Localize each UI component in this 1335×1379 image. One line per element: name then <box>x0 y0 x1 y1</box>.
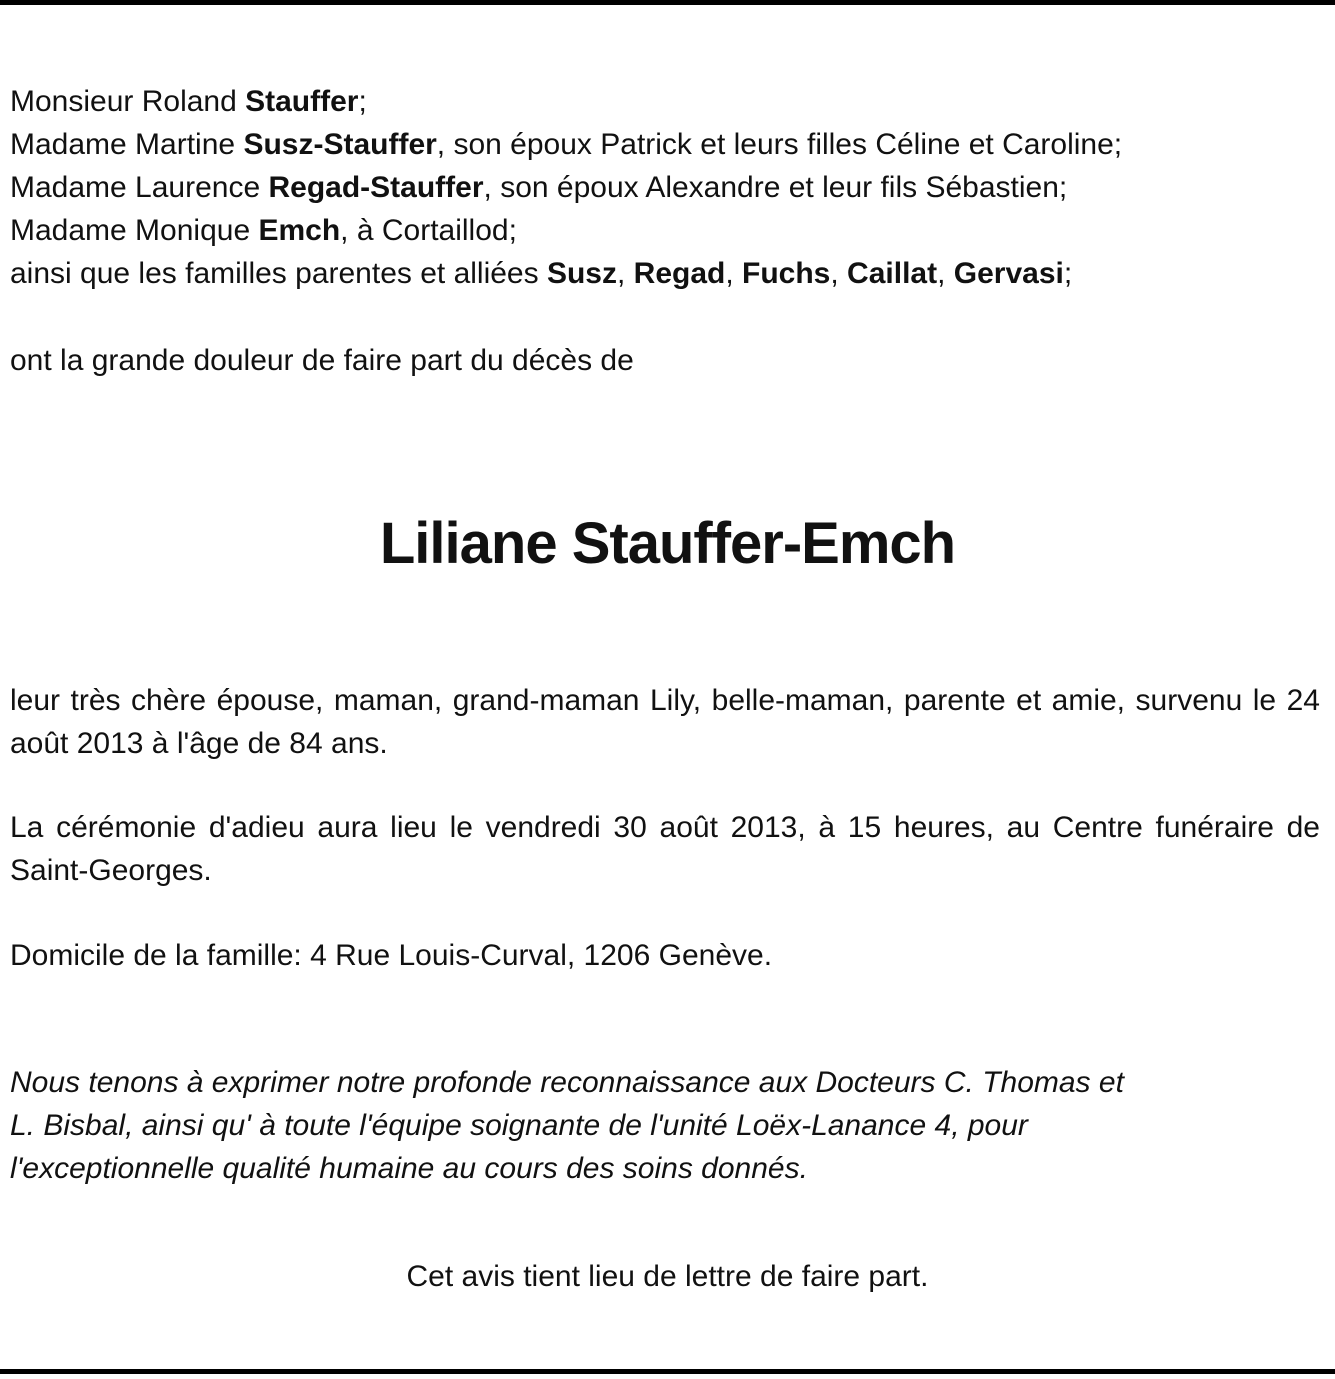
surname: Caillat <box>847 257 938 290</box>
surname: Susz <box>546 257 617 290</box>
thanks-paragraph <box>10 1061 1320 1190</box>
family-line <box>10 209 1320 252</box>
surname: Stauffer <box>245 85 359 118</box>
text: Madame Laurence <box>10 171 269 204</box>
text: , <box>937 257 954 290</box>
paragraph-address: Domicile de la famille: 4 Rue Louis-Curval, 1206 Genève. <box>10 939 773 972</box>
family-line <box>10 166 1320 209</box>
text: Madame Monique <box>10 214 259 247</box>
paragraph-relation: leur très chère épouse, maman, grand-maman Lily, belle-maman, parente et amie, survenu le 24 août 2013 à l'âge de 84 ans. <box>10 684 1320 760</box>
family-line <box>10 252 1320 295</box>
text: Madame Martine <box>10 128 244 161</box>
text: ainsi que les familles parentes et alliées <box>10 257 547 290</box>
thanks-line: L. Bisbal, ainsi qu' à toute l'équipe soignante de l'unité Loëx-Lanance 4, pour <box>10 1109 1028 1142</box>
family-list <box>10 80 1320 295</box>
surname: Regad <box>633 257 726 290</box>
bottom-border <box>0 1369 1335 1374</box>
surname: Gervasi <box>953 257 1064 290</box>
family-line <box>10 80 1320 123</box>
deceased-name: Liliane Stauffer-Emch <box>379 511 956 576</box>
thanks-line: Nous tenons à exprimer notre profonde reconnaissance aux Docteurs C. Thomas et <box>10 1066 1124 1099</box>
surname: Emch <box>258 214 341 247</box>
text: Monsieur Roland <box>10 85 246 118</box>
text: ; <box>358 85 367 118</box>
surname: Susz-Stauffer <box>243 128 437 161</box>
paragraph-ceremony: La cérémonie d'adieu aura lieu le vendredi 30 août 2013, à 15 heures, au Centre funéraire de Saint-Georges. <box>10 811 1320 887</box>
text: , son époux Patrick et leurs filles Céline et Caroline; <box>436 128 1123 161</box>
announcement: ont la grande douleur de faire part du décès de <box>10 344 634 377</box>
text: , <box>725 257 743 290</box>
text: , à Cortaillod; <box>340 214 517 247</box>
text: , son époux Alexandre et leur fils Sébastien; <box>483 171 1068 204</box>
text: , <box>616 257 634 290</box>
text: ; <box>1063 257 1073 290</box>
closing-note: Cet avis tient lieu de lettre de faire part. <box>406 1260 929 1293</box>
surname: Regad-Stauffer <box>268 171 484 204</box>
family-line <box>10 123 1320 166</box>
text: , <box>830 257 848 290</box>
thanks-line: l'exceptionnelle qualité humaine au cours des soins donnés. <box>10 1152 808 1185</box>
top-border <box>0 0 1335 5</box>
surname: Fuchs <box>742 257 831 290</box>
